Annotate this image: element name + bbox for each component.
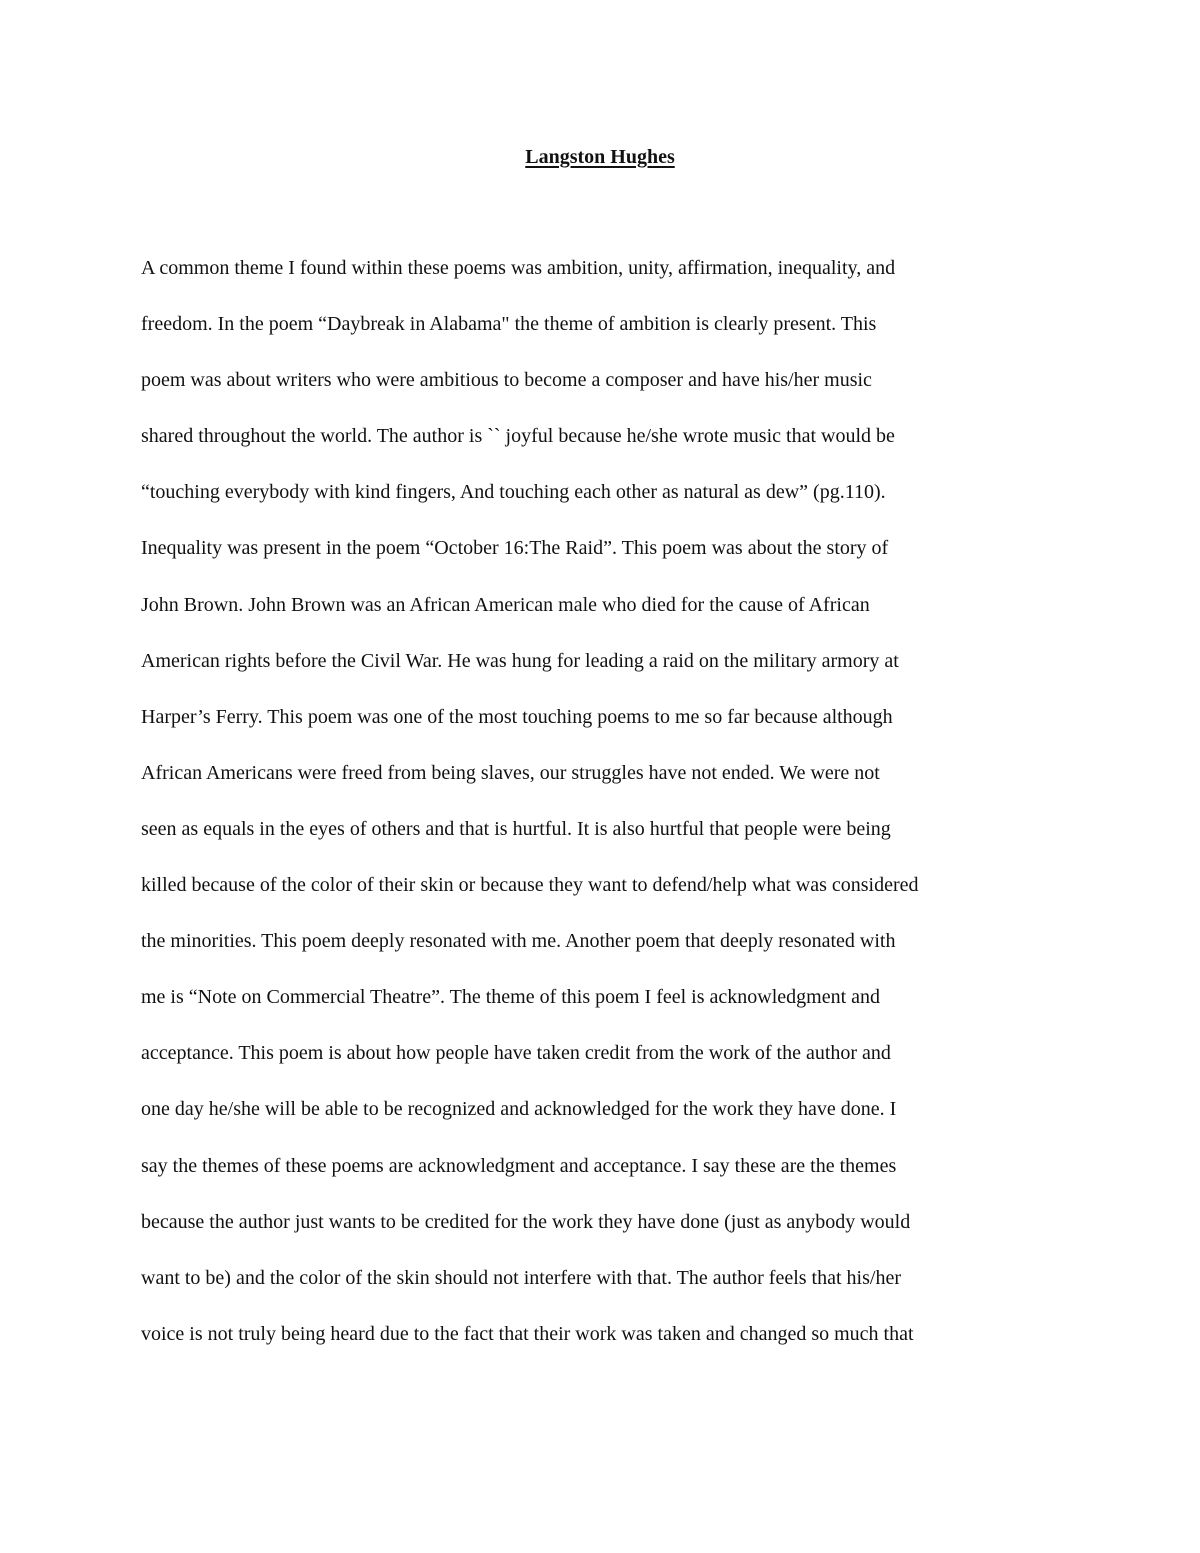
essay-line: shared throughout the world. The author is `` joyful because he/she wrote music that would be <box>141 425 895 448</box>
essay-line: say the themes of these poems are acknowledgment and acceptance. I say these are the themes <box>141 1154 897 1177</box>
essay-line: John Brown. John Brown was an African American male who died for the cause of African <box>141 593 870 616</box>
essay-line: one day he/she will be able to be recognized and acknowledged for the work they have done. I <box>141 1098 897 1121</box>
essay-line: American rights before the Civil War. He was hung for leading a raid on the military armory at <box>141 649 899 672</box>
essay-body <box>141 254 1071 1376</box>
essay-line: poem was about writers who were ambitious to become a composer and have his/her music <box>141 369 872 392</box>
essay-line: the minorities. This poem deeply resonated with me. Another poem that deeply resonated with <box>141 930 896 953</box>
essay-line: African Americans were freed from being slaves, our struggles have not ended. We were not <box>141 761 880 784</box>
essay-line: me is “Note on Commercial Theatre”. The theme of this poem I feel is acknowledgment and <box>141 986 881 1009</box>
essay-line: freedom. In the poem “Daybreak in Alabama" the theme of ambition is clearly present. This <box>141 313 877 336</box>
essay-line: acceptance. This poem is about how people have taken credit from the work of the author and <box>141 1042 891 1065</box>
essay-line: voice is not truly being heard due to the fact that their work was taken and changed so much that <box>141 1322 914 1345</box>
essay-line: “touching everybody with kind fingers, And touching each other as natural as dew” (pg.110). <box>141 481 886 504</box>
essay-line: because the author just wants to be credited for the work they have done (just as anybody would <box>141 1210 911 1233</box>
essay-line: A common theme I found within these poems was ambition, unity, affirmation, inequality, and <box>141 257 896 279</box>
essay-line: killed because of the color of their skin or because they want to defend/help what was considered <box>141 874 919 897</box>
essay-line: want to be) and the color of the skin should not interfere with that. The author feels that his/her <box>141 1266 901 1289</box>
essay-line: seen as equals in the eyes of others and that is hurtful. It is also hurtful that people were being <box>141 817 891 840</box>
essay-line: Harper’s Ferry. This poem was one of the most touching poems to me so far because although <box>141 705 893 728</box>
document-title: Langston Hughes <box>525 146 675 168</box>
essay-line: Inequality was present in the poem “October 16:The Raid”. This poem was about the story of <box>141 537 889 560</box>
